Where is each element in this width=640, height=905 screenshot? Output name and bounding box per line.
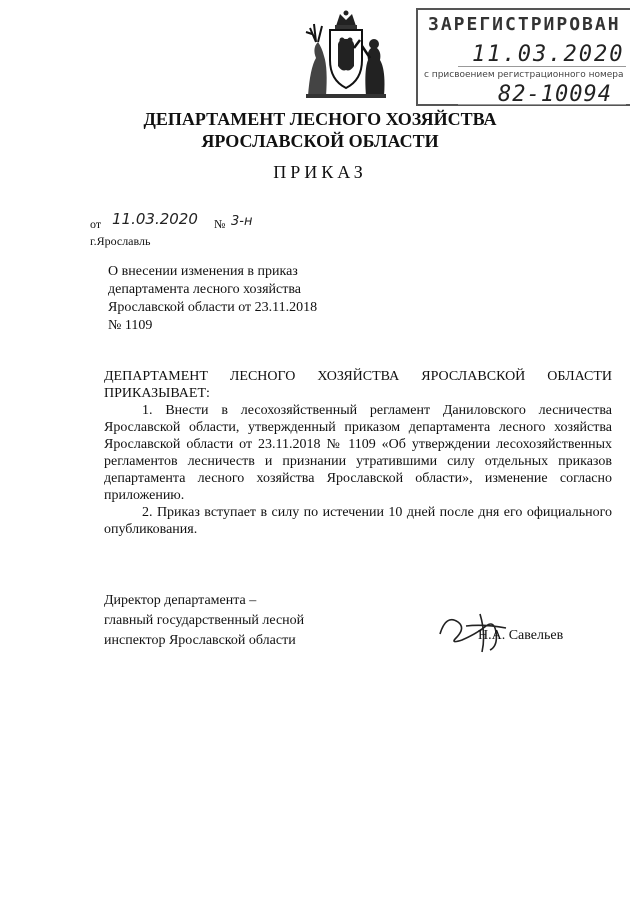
order-lead: ДЕПАРТАМЕНТ ЛЕСНОГО ХОЗЯЙСТВА ЯРОСЛАВСКОЙ ОБЛАСТИ <box>104 369 612 384</box>
subject-line: департамента лесного хозяйства <box>108 282 301 297</box>
department-title <box>0 108 640 152</box>
order-subject <box>108 263 317 335</box>
document-type: ПРИКАЗ <box>273 162 367 182</box>
stamp-note: с присвоением регистрационного номера <box>424 70 624 80</box>
stamp-title: ЗАРЕГИСТРИРОВАН <box>428 14 621 35</box>
registration-stamp <box>416 8 630 106</box>
subject-line: Ярославской области от 23.11.2018 <box>108 300 318 315</box>
department-title-line1: ДЕПАРТАМЕНТ ЛЕСНОГО ХОЗЯЙСТВА <box>143 109 497 129</box>
signer-position-line: главный государственный лесной <box>104 613 305 628</box>
subject-line: О внесении изменения в приказ <box>108 264 298 279</box>
stamp-registration-number: 82-10094 <box>498 82 612 107</box>
subject-line: № 1109 <box>108 318 153 333</box>
number-label: № <box>214 217 226 231</box>
signer-name: Н.А. Савельев <box>478 628 564 643</box>
signer-position-line: Директор департамента – <box>104 593 257 608</box>
stamp-date: 11.03.2020 <box>472 42 625 67</box>
department-title-line2: ЯРОСЛАВСКОЙ ОБЛАСТИ <box>201 131 439 151</box>
order-body <box>104 368 612 538</box>
coat-of-arms-emblem <box>300 8 392 100</box>
order-lead-verb: ПРИКАЗЫВАЕТ: <box>104 386 210 401</box>
order-paragraph: 1. Внести в лесохозяйственный регламент Даниловского лесничества Ярославской области, утвержденный приказом департамента лесного хозяйства Ярославской области от 23.11.2018 № 1109 «Об утверждении лесохозяйственных регламентов лесничеств и признании утратившими силу отдельных приказов департамента лесного хозяйства Ярославской области», изменение согласно приложению. <box>104 403 612 503</box>
date-label: от <box>90 217 102 231</box>
signer-position <box>104 591 304 651</box>
city: г.Ярославль <box>90 234 151 248</box>
number-value: 3-н <box>231 214 253 229</box>
date-value: 11.03.2020 <box>112 210 198 228</box>
signer-position-line: инспектор Ярославской области <box>104 633 296 648</box>
order-paragraph: 2. Приказ вступает в силу по истечении 10 дней после дня его официального опубликования. <box>104 505 612 537</box>
